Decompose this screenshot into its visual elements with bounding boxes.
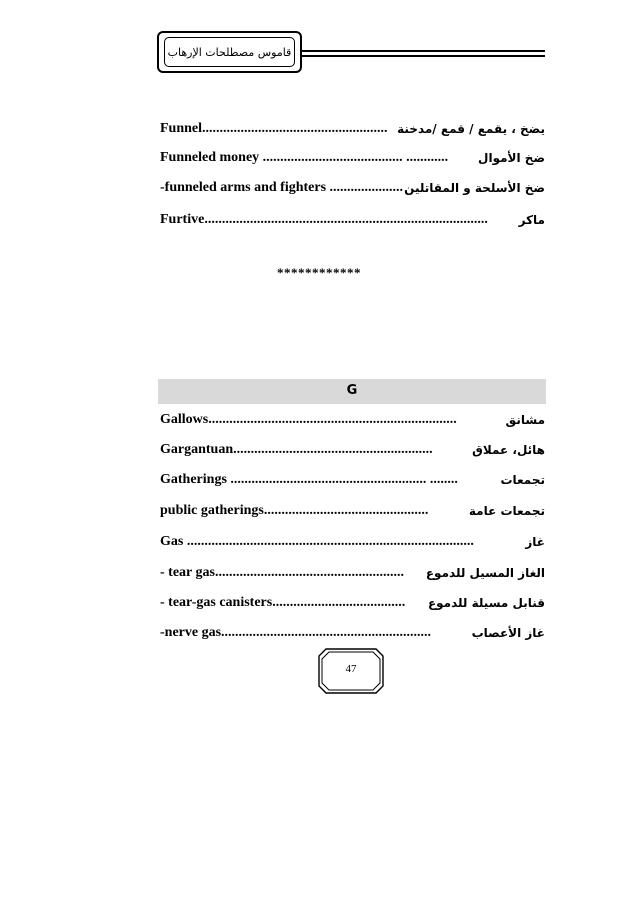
entry-funneled-arms bbox=[160, 179, 545, 197]
entry-term: Gargantuan......................................................... bbox=[160, 442, 433, 457]
entry-translation: غاز الأعصاب bbox=[471, 626, 545, 640]
entry-term: -nerve gas............................................................ bbox=[160, 625, 432, 640]
section-header-band bbox=[158, 379, 546, 404]
entry-term: Furtive................................................................................. bbox=[160, 212, 488, 227]
entry-term: Gatherings ........................................................ ........ bbox=[160, 472, 458, 487]
entry-translation: تجمعات عامة bbox=[468, 504, 545, 518]
entry-translation: الغاز المسيل للدموع bbox=[425, 566, 545, 580]
entry-term: public gatherings............................................... bbox=[160, 503, 429, 518]
entry-nerve-gas bbox=[160, 624, 545, 642]
header-rule-top bbox=[302, 50, 545, 52]
page-number: 47 bbox=[345, 663, 357, 675]
entry-gas bbox=[160, 533, 545, 551]
entry-term: -funneled arms and fighters ..................... bbox=[160, 180, 404, 195]
entry-translation: هائل، عملاق bbox=[472, 443, 545, 457]
header-title: قاموس مصطلحات الإرهاب bbox=[167, 45, 292, 59]
header-inner-frame bbox=[164, 37, 295, 67]
entry-term: Funneled money ........................................ ............ bbox=[160, 150, 449, 165]
entry-translation: يضخ ، يقمع / قمع /مدخنة bbox=[397, 122, 545, 136]
entry-public-gatherings bbox=[160, 502, 545, 520]
entry-translation: ضخ الأموال bbox=[478, 151, 545, 165]
separator-stars: ************ bbox=[277, 265, 361, 280]
entry-gatherings bbox=[160, 471, 545, 489]
entry-gallows bbox=[160, 411, 545, 429]
entry-translation: ضخ الأسلحة و المقاتلين bbox=[404, 181, 545, 195]
entry-translation: غاز bbox=[525, 535, 545, 549]
page-number-box bbox=[318, 648, 384, 694]
entry-term: Gas .................................................................................. bbox=[160, 534, 474, 549]
section-letter: G bbox=[346, 383, 358, 398]
entry-funnel bbox=[160, 120, 545, 138]
entry-translation: قنابل مسيلة للدموع bbox=[427, 596, 545, 610]
entry-term: Funnel..................................................... bbox=[160, 121, 388, 136]
header-rule-bottom bbox=[302, 55, 545, 57]
entry-term: - tear-gas canisters...................................... bbox=[160, 595, 406, 610]
entry-funneled-money bbox=[160, 149, 545, 167]
entry-tear-gas bbox=[160, 564, 545, 582]
entry-term: - tear gas...................................................... bbox=[160, 565, 404, 580]
entry-translation: ماكر bbox=[518, 213, 545, 227]
entry-furtive bbox=[160, 211, 545, 229]
entry-translation: تجمعات bbox=[500, 473, 545, 487]
entry-tear-gas-canisters bbox=[160, 594, 545, 612]
entry-term: Gallows....................................................................... bbox=[160, 412, 457, 427]
entry-gargantuan bbox=[160, 441, 545, 459]
header-box bbox=[157, 31, 302, 73]
entry-translation: مشانق bbox=[505, 413, 545, 427]
